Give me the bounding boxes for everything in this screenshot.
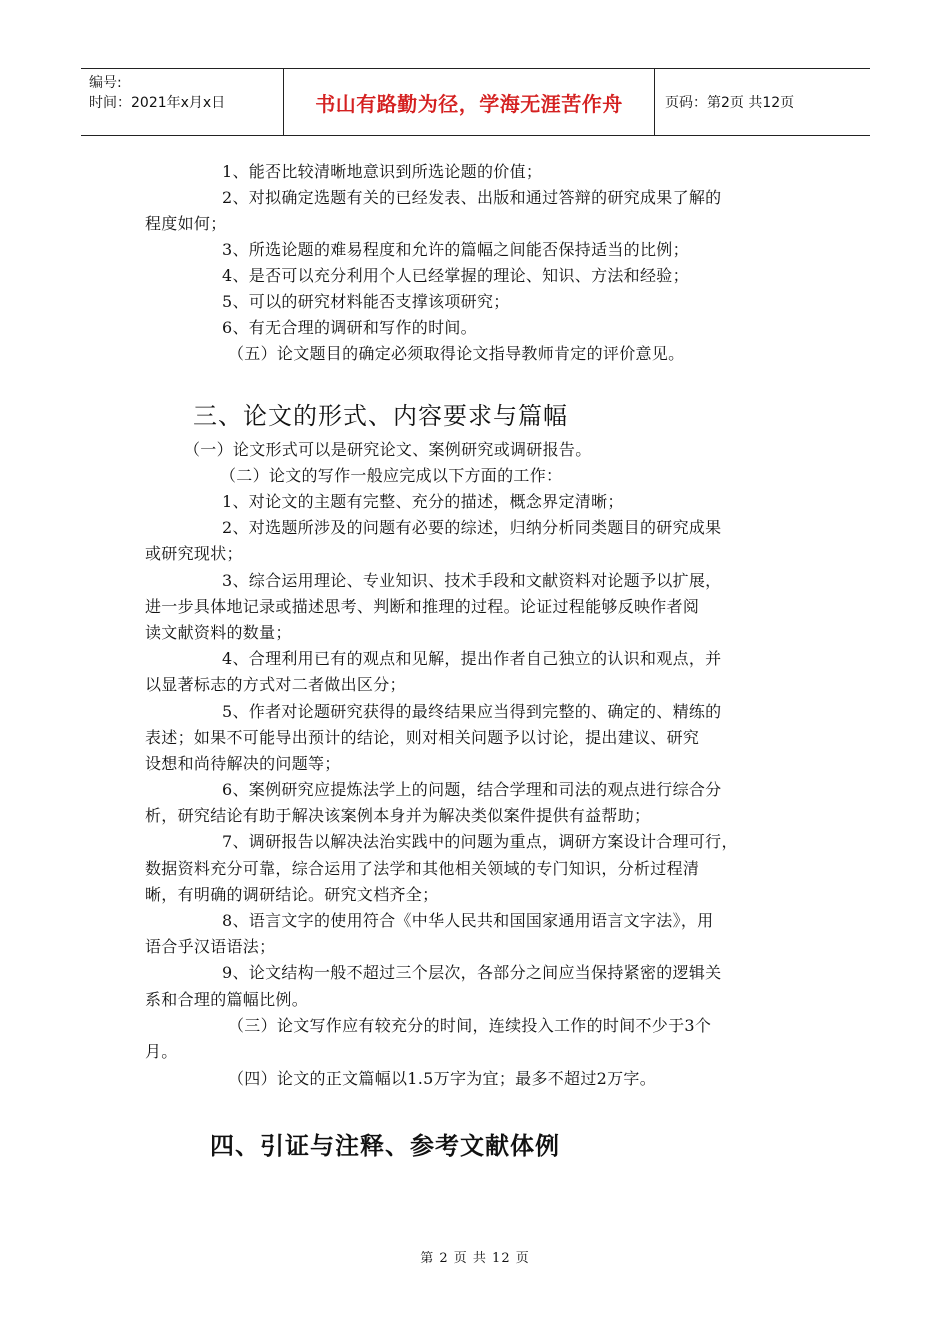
paragraph-line: 5、作者对论题研究获得的最终结果应当得到完整的、确定的、精练的 — [222, 702, 722, 721]
criteria-item: 1、能否比较清晰地意识到所选论题的价值； — [222, 162, 543, 181]
paragraph-line: 3、综合运用理论、专业知识、技术手段和文献资料对论题予以扩展， — [222, 571, 722, 590]
section-heading-4: 四、引证与注释、参考文献体例 — [210, 1132, 560, 1160]
criteria-item: 5、可以的研究材料能否支撑该项研究； — [222, 292, 510, 311]
paragraph-line: 读文献资料的数量； — [145, 623, 292, 642]
paragraph-line: 7、调研报告以解决法治实践中的问题为重点，调研方案设计合理可行， — [222, 832, 738, 851]
paragraph-line: 析，研究结论有助于解决该案例本身并为解决类似案件提供有益帮助； — [145, 806, 651, 825]
paragraph-line: 8、语言文字的使用符合《中华人民共和国国家通用语言文字法》，用 — [222, 911, 714, 930]
paragraph-line: 或研究现状； — [145, 544, 243, 563]
criteria-item-cont: 程度如何； — [145, 214, 227, 233]
section-heading-3: 三、论文的形式、内容要求与篇幅 — [193, 402, 568, 430]
paragraph-line: 数据资料充分可靠，综合运用了法学和其他相关领域的专门知识，分析过程清 — [145, 859, 700, 878]
paragraph-line: （一）论文形式可以是研究论文、案例研究或调研报告。 — [184, 440, 592, 459]
paragraph-line: （三）论文写作应有较充分的时间，连续投入工作的时间不少于3个 — [228, 1016, 712, 1035]
paragraph-line: 2、对选题所涉及的问题有必要的综述，归纳分析同类题目的研究成果 — [222, 518, 722, 537]
paragraph-line: 4、合理利用已有的观点和见解，提出作者自己独立的认识和观点，并 — [222, 649, 722, 668]
paragraph-line: 1、对论文的主题有完整、充分的描述，概念界定清晰； — [222, 492, 624, 511]
criteria-item: 6、有无合理的调研和写作的时间。 — [222, 318, 477, 337]
paragraph-line: 进一步具体地记录或描述思考、判断和推理的过程。论证过程能够反映作者阅 — [145, 597, 700, 616]
paragraph-line: 6、案例研究应提炼法学上的问题，结合学理和司法的观点进行综合分 — [222, 780, 722, 799]
paragraph-line: （四）论文的正文篇幅以1.5万字为宜；最多不超过2万字。 — [228, 1069, 657, 1088]
paragraph-line: 9、论文结构一般不超过三个层次，各部分之间应当保持紧密的逻辑关 — [222, 963, 722, 982]
criteria-item: 3、所选论题的难易程度和允许的篇幅之间能否保持适当的比例； — [222, 240, 689, 259]
paragraph-line: （二）论文的写作一般应完成以下方面的工作： — [220, 466, 563, 485]
paragraph-line: 以显著标志的方式对二者做出区分； — [145, 675, 406, 694]
criteria-item: 4、是否可以充分利用个人已经掌握的理论、知识、方法和经验； — [222, 266, 689, 285]
paragraph-line: 系和合理的篇幅比例。 — [145, 990, 309, 1009]
paragraph-line: 设想和尚待解决的问题等； — [145, 754, 341, 773]
criteria-item: 2、对拟确定选题有关的已经发表、出版和通过答辩的研究成果了解的 — [222, 188, 722, 207]
header-motto-cell — [283, 69, 655, 135]
document-date-label: 时间：2021年x月x日 — [89, 95, 226, 111]
paragraph-line: 表述；如果不可能导出预计的结论，则对相关问题予以讨论，提出建议、研究 — [145, 728, 700, 747]
header-motto: 书山有路勤为径，学海无涯苦作舟 — [315, 91, 623, 116]
page-header — [81, 68, 870, 136]
header-page-info: 页码：第2页 共12页 — [665, 95, 795, 111]
document-number-label: 编号: — [89, 75, 122, 91]
criteria-item: （五）论文题目的确定必须取得论文指导教师肯定的评价意见。 — [228, 344, 685, 363]
page-footer: 第 2 页 共 12 页 — [420, 1251, 530, 1266]
paragraph-line: 晰，有明确的调研结论。研究文档齐全； — [145, 885, 439, 904]
paragraph-line: 月。 — [145, 1042, 178, 1061]
paragraph-line: 语合乎汉语语法； — [145, 937, 276, 956]
header-meta — [81, 69, 283, 135]
